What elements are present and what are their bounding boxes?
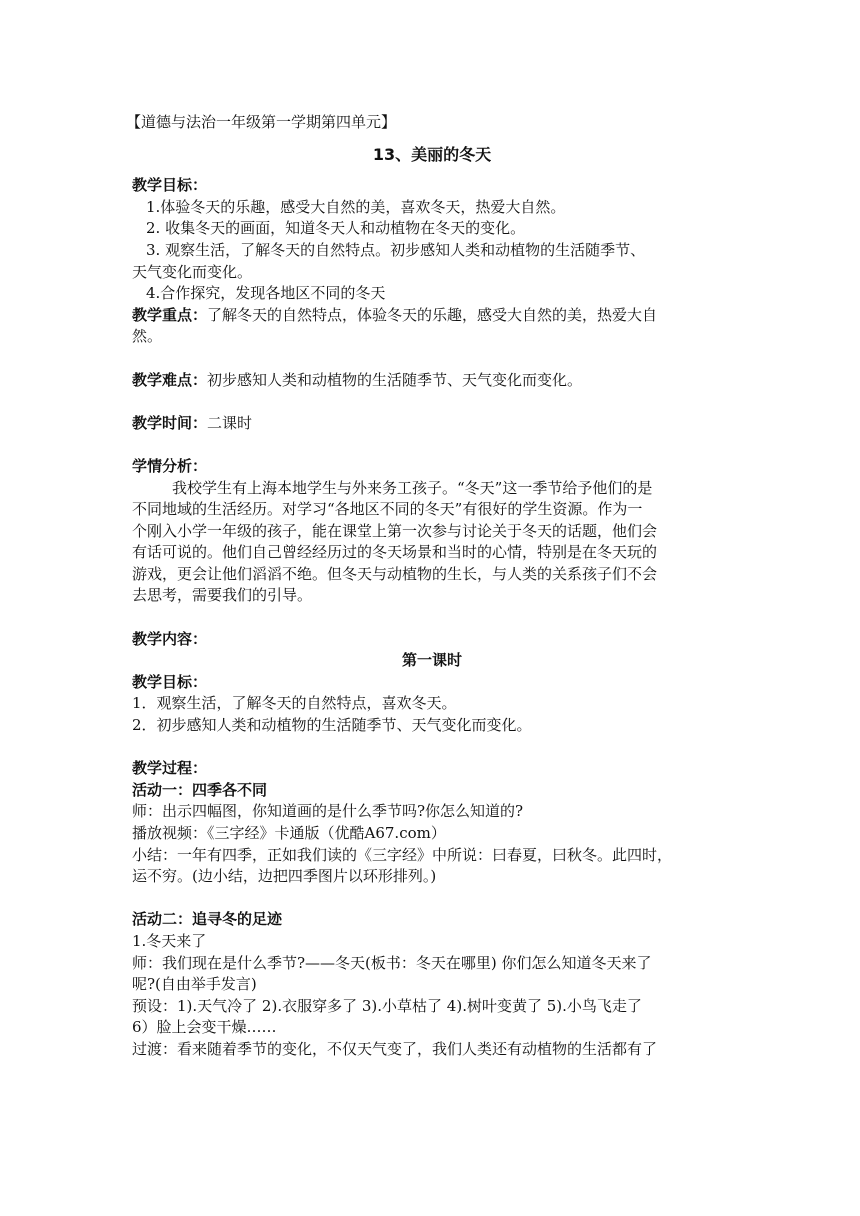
activity1-heading: 活动一：四季各不同 <box>132 780 268 799</box>
goal2-item: 2．初步感知人类和动植物的生活随季节、天气变化而变化。 <box>132 716 532 735</box>
key-points <box>132 305 732 327</box>
lesson-title: 13、美丽的冬天 <box>372 144 492 164</box>
analysis-line: 有话可说的。他们自己曾经经历过的冬天场景和当时的心情，特别是在冬天玩的 <box>132 543 658 562</box>
goal-item: 4.合作探究，发现各地区不同的冬天 <box>146 284 386 303</box>
activity2-line: 6）脸上会变干燥…… <box>132 1018 277 1037</box>
activity2-line: 呢?(自由举手发言) <box>132 975 257 994</box>
teaching-time <box>132 413 732 435</box>
diff-label: 教学难点： <box>132 370 208 389</box>
goals2-label: 教学目标： <box>132 672 208 691</box>
content-label: 教学内容： <box>132 629 208 648</box>
goal-item: 1.体验冬天的乐趣，感受大自然的美，喜欢冬天，热爱大自然。 <box>146 197 566 216</box>
goal-item: 2. 收集冬天的画面，知道冬天人和动植物在冬天的变化。 <box>146 219 526 238</box>
key-text: 了解冬天的自然特点，体验冬天的乐趣，感受大自然的美，热爱大自 <box>207 305 658 324</box>
activity2-line: 师：我们现在是什么季节?——冬天(板书：冬天在哪里) 你们怎么知道冬天来了 <box>132 953 652 972</box>
time-label: 教学时间： <box>132 413 208 432</box>
activity1-line: 运不穷。(边小结，边把四季图片以环形排列。) <box>132 867 437 886</box>
goal2-item: 1．观察生活，了解冬天的自然特点，喜欢冬天。 <box>132 694 457 713</box>
key-text-continued: 然。 <box>132 327 163 346</box>
goals-label: 教学目标： <box>132 176 208 195</box>
unit-header: 【道德与法治一年级第一学期第四单元】 <box>126 113 397 131</box>
process-label: 教学过程： <box>132 759 208 778</box>
goal-item: 3. 观察生活，了解冬天的自然特点。初步感知人类和动植物的生活随季节、 <box>146 240 646 259</box>
goal-item-continued: 天气变化而变化。 <box>132 262 253 281</box>
analysis-label: 学情分析： <box>132 456 208 475</box>
activity1-line: 小结：一年有四季，正如我们读的《三字经》中所说：曰春夏，曰秋冬。此四时， <box>132 845 673 864</box>
diff-text: 初步感知人类和动植物的生活随季节、天气变化而变化。 <box>207 370 583 389</box>
analysis-line: 我校学生有上海本地学生与外来务工孩子。“冬天”这一季节给予他们的是 <box>172 478 653 497</box>
lesson-one-heading: 第一课时 <box>401 651 462 670</box>
activity2-line: 预设：1).天气冷了 2).衣服穿多了 3).小草枯了 4).树叶变黄了 5).小鸟飞走了 <box>132 996 642 1015</box>
activity1-line: 播放视频：《三字经》卡通版（优酷A67.com） <box>132 824 446 842</box>
activity1-line: 师：出示四幅图，你知道画的是什么季节吗?你怎么知道的? <box>132 802 524 821</box>
analysis-line: 游戏，更会让他们滔滔不绝。但冬天与动植物的生长，与人类的关系孩子们不会 <box>132 564 658 583</box>
time-text: 二课时 <box>207 413 253 432</box>
difficulties <box>132 370 732 392</box>
analysis-line: 不同地域的生活经历。对学习“各地区不同的冬天”有很好的学生资源。作为一 <box>132 500 643 519</box>
activity2-line: 过渡：看来随着季节的变化，不仅天气变了，我们人类还有动植物的生活都有了 <box>132 1039 658 1058</box>
document-page <box>126 112 732 1061</box>
analysis-line: 个刚入小学一年级的孩子，能在课堂上第一次参与讨论关于冬天的话题，他们会 <box>132 521 658 540</box>
activity2-line: 1.冬天来了 <box>132 931 207 950</box>
key-label: 教学重点： <box>132 305 208 324</box>
analysis-line: 去思考，需要我们的引导。 <box>132 586 313 605</box>
activity2-heading: 活动二：追寻冬的足迹 <box>132 910 283 929</box>
